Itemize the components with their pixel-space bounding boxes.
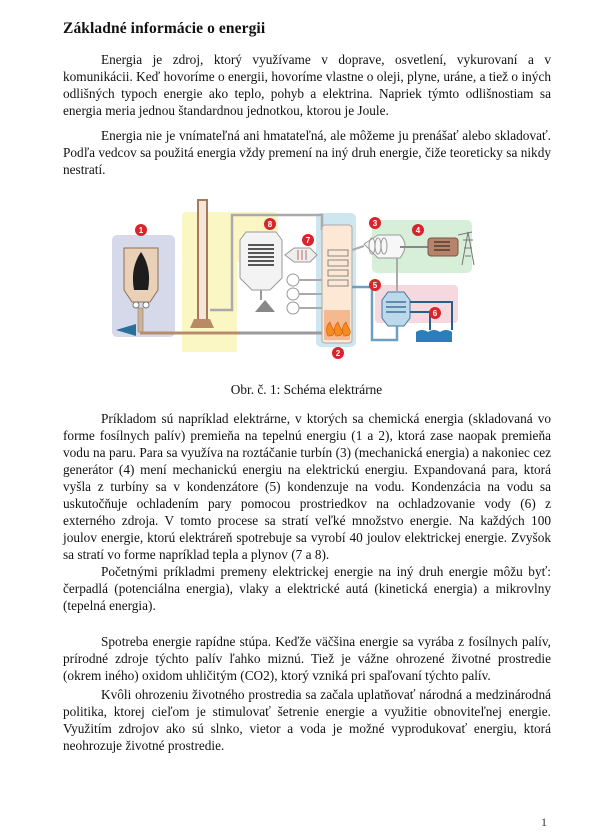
paragraph-power-plant: Príkladom sú napríklad elektrárne, v ktorých sa chemická energia (skladovaná vo forme fosílnych palív) premieňa na tepelnú energiu (1 a 2), ktorá zase naopak premieňa vodu na paru. Para sa využíva na roztáčanie turbín (3) (mechanická energia) a nakoniec cez generátor (4) mení mechanickú energiu na elektrickú energiu. Expandovaná para, ktorá vyšla z turbíny sa v kondenzátore (5) kondenzuje na vodu. Kondenzácia na vodu sa uskutočňuje ochladením pary pomocou prostriedkov na ochladzovanie vody (6) z externého zdroja. V tomto procese sa stratí veľké množstvo energie. Na každých 100 joulov energie, ktorú elektráreň spotrebuje sa vyrobí 40 joulov elektrickej energie. Zvyšok sa stratí vo forme napríklad tepla a plynov (7 a 8). (63, 411, 551, 562)
paragraph-policy: Kvôli ohrozeniu životného prostredia sa začala uplatňovať národná a medzinárodná politika, ktorej cieľom je stimulovať šetrenie energie a využitie obnoviteľnej energie. Využitím zdrojov ako sú slnko, vietor a voda je možné vyprodukovať energiu, ktorá neohrozuje životné prostredie. (63, 687, 551, 753)
label-3 (369, 217, 381, 229)
label-8 (264, 218, 276, 230)
power-plant-diagram (110, 190, 475, 365)
paragraph-intro: Energia je zdroj, ktorý využívame v doprave, osvetlení, vykurovaní a v komunikácii. Keď hovoríme o energii, hovoríme vlastne o oleji, plyne, uráne, a tiež o iných odlišných typoch energie ako teplo, pohyb a elektrina. Napriek týmto odlišnostiam sa energia meria jednou štandardnou jednotkou, ktorou je Joule. (63, 52, 551, 118)
svg-text:6: 6 (432, 309, 438, 318)
label-1 (135, 224, 147, 236)
figure-caption: Obr. č. 1: Schéma elektrárne (230, 382, 383, 397)
page-number: 1 (541, 815, 547, 829)
label-4 (412, 224, 424, 236)
document-title: Základné informácie o energii (63, 20, 266, 37)
label-6 (429, 307, 441, 319)
svg-text:8: 8 (267, 220, 273, 229)
chimney (198, 200, 207, 322)
svg-text:1: 1 (138, 226, 144, 235)
svg-text:5: 5 (372, 281, 378, 290)
water-source (416, 330, 452, 342)
label-7 (302, 234, 314, 246)
label-2 (332, 347, 344, 359)
label-5 (369, 279, 381, 291)
svg-text:7: 7 (305, 236, 311, 245)
paragraph-consumption: Spotreba energie rapídne stúpa. Keďže väčšina energie sa vyrába z fosílnych palív, prírodné zdroje týchto palív ľahko miznú. Tiež je vážne ohrozené životné prostredie (okrem iného) oxidom uhličitým (CO2), ktorý vzniká pri spaľovaní týchto palív. (63, 634, 551, 683)
paragraph-conversion-examples: Početnými príkladmi premeny elektrickej energie na iný druh energie môžu byť: čerpadlá (potenciálna energia), vlaky a elektrické autá (kinetická energia) a mikrovlny (tepelná energia). (63, 564, 551, 613)
generator (428, 238, 458, 256)
svg-text:2: 2 (335, 349, 341, 358)
paragraph-energy-storage: Energia nie je vnímateľná ani hmatateľná, ale môžeme ju prenášať alebo skladovať. Podľa vedcov sa použitá energia vždy premení na iný druh energie, čiže teoreticky sa nikdy nestratí. (63, 128, 551, 177)
svg-text:3: 3 (372, 219, 378, 228)
svg-text:4: 4 (415, 226, 421, 235)
